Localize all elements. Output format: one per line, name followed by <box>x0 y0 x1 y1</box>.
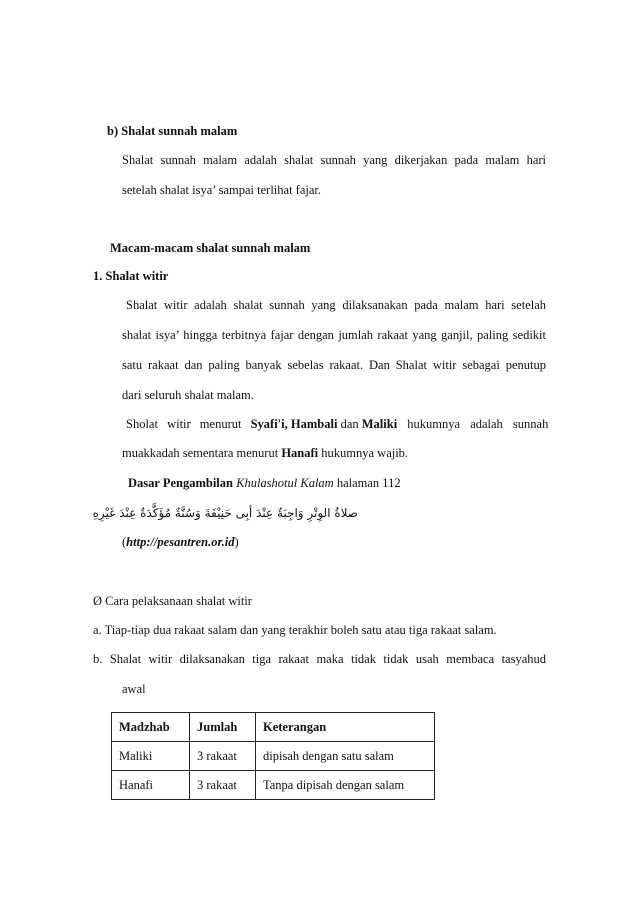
table-cell-keterangan: dipisah dengan satu salam <box>256 742 435 771</box>
dasar-label: Dasar Pengambilan <box>128 476 233 490</box>
dasar-book-title: Khulashotul Kalam <box>236 476 334 490</box>
madzhab-maliki: Maliki <box>361 417 398 431</box>
hukum-suffix: hukumnya adalah sunnah <box>397 417 549 431</box>
table-row <box>112 771 435 800</box>
witir-hukum-line1 <box>126 416 548 432</box>
madzhab-table <box>111 712 435 800</box>
table-cell-jumlah: 3 rakaat <box>190 771 256 800</box>
table-row <box>112 742 435 771</box>
source-url: http://pesantren.or.id <box>126 535 235 549</box>
table-header-keterangan: Keterangan <box>256 713 435 742</box>
madzhab-syafii: Syafi'i, <box>250 417 288 431</box>
witir-definition-line4: dari seluruh shalat malam. <box>122 388 254 402</box>
table-cell-jumlah: 3 rakaat <box>190 742 256 771</box>
witir-heading: 1. Shalat witir <box>93 269 169 283</box>
madzhab-hanafi: Hanafi <box>281 446 319 460</box>
witir-definition-line3: satu rakaat dan paling banyak sebelas rakaat. Dan Shalat witir sebagai penutup <box>122 358 546 372</box>
witir-definition-line1: Shalat witir adalah shalat sunnah yang dilaksanakan pada malam hari setelah <box>126 298 546 312</box>
hukum2-suffix: hukumnya wajib. <box>318 446 409 460</box>
hukum2-prefix: muakkadah sementara menurut <box>122 446 282 460</box>
table-cell-madzhab: Hanafi <box>112 771 190 800</box>
arabic-quote: صلاةُ الوِتْرِ وَاجِبَةٌ عِنْدَ أبِى حَنِيْفَةَ وَسُنَّةٌ مُؤَكَّدَةٌ عِنْدَ غَيْرِهِ <box>92 506 358 520</box>
cara-item-a: a. Tiap-tiap dua rakaat salam dan yang terakhir boleh satu atau tiga rakaat salam. <box>93 623 497 637</box>
hukum-prefix: Sholat witir menurut <box>126 417 251 431</box>
witir-definition-line2: shalat isya’ hingga terbitnya fajar dengan jumlah rakaat yang ganjil, paling sedikit <box>122 328 546 342</box>
cara-heading: Ø Cara pelaksanaan shalat witir <box>93 594 252 608</box>
cara-item-b-line2: awal <box>122 682 146 696</box>
table-header-jumlah: Jumlah <box>190 713 256 742</box>
section-b-heading: b) Shalat sunnah malam <box>107 124 238 138</box>
witir-hukum-line2 <box>122 445 408 461</box>
table-cell-keterangan: Tanpa dipisah dengan salam <box>256 771 435 800</box>
table-cell-madzhab: Maliki <box>112 742 190 771</box>
dasar-page: halaman 112 <box>333 476 401 490</box>
table-header-row <box>112 713 435 742</box>
table-header-madzhab: Madzhab <box>112 713 190 742</box>
source-close-paren: ) <box>234 535 239 549</box>
madzhab-hambali: Hambali <box>290 417 338 431</box>
macam-heading: Macam-macam shalat sunnah malam <box>110 241 311 255</box>
section-b-paragraph-line2: setelah shalat isya’ sampai terlihat fajar. <box>122 183 321 197</box>
cara-item-b-line1: b. Shalat witir dilaksanakan tiga rakaat maka tidak tidak usah membaca tasyahud <box>93 652 546 666</box>
dasar-pengambilan-line <box>128 475 401 491</box>
source-line <box>122 534 239 550</box>
source-open-paren: ( <box>122 535 127 549</box>
section-b-paragraph-line1: Shalat sunnah malam adalah shalat sunnah yang dikerjakan pada malam hari <box>122 153 546 167</box>
hukum-conjunction: dan <box>337 417 362 431</box>
